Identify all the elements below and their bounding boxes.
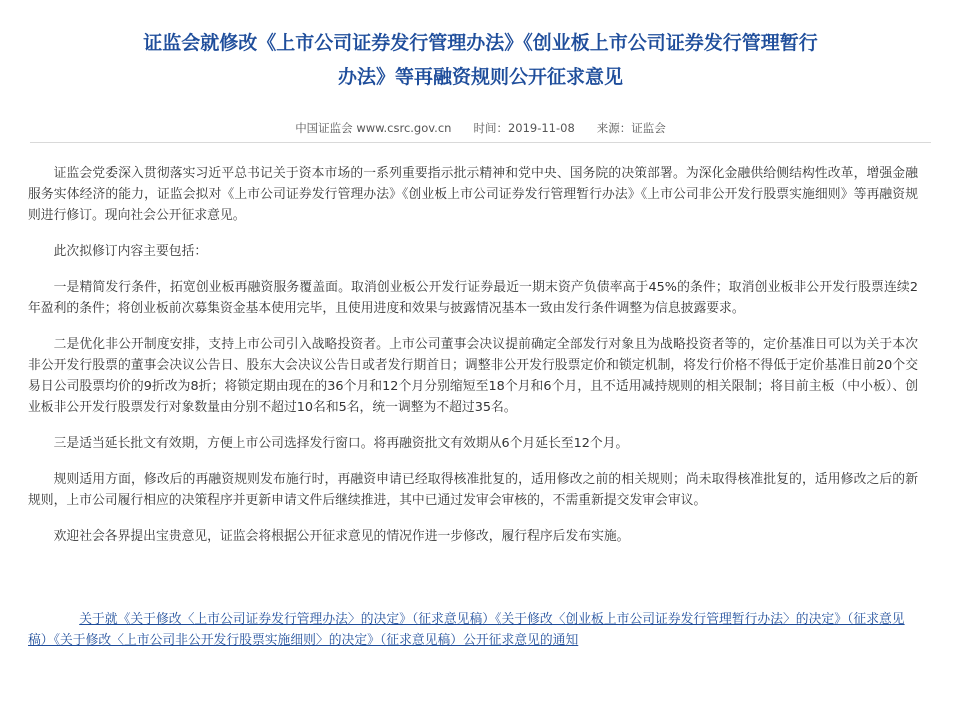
body-paragraph-1: 证监会党委深入贯彻落实习近平总书记关于资本市场的一系列重要指示批示精神和党中央、国务院的决策部署。为深化金融供给侧结构性改革，增强金融服务实体经济的能力，证监会拟对《上市公司证券发行管理办法》《创业板上市公司证券发行管理暂行办法》《上市公司非公开发行股票实施细则》等再融资规则进行修订。现向社会公开征求意见。 bbox=[28, 166, 918, 223]
article-title-line-1: 证监会就修改《上市公司证券发行管理办法》《创业板上市公司证券发行管理暂行 bbox=[143, 32, 818, 54]
body-paragraph-3: 一是精简发行条件，拓宽创业板再融资服务覆盖面。取消创业板公开发行证券最近一期末资产负债率高于45%的条件；取消创业板非公开发行股票连续2年盈利的条件；将创业板前次募集资金基本使用完毕，且使用进度和效果与披露情况基本一致由发行条件调整为信息披露要求。 bbox=[28, 280, 918, 316]
attachment-section bbox=[28, 609, 918, 651]
article-title-line-2: 办法》等再融资规则公开征求意见 bbox=[337, 66, 623, 88]
body-paragraph-7: 欢迎社会各界提出宝贵意见，证监会将根据公开征求意见的情况作进一步修改，履行程序后发布实施。 bbox=[53, 529, 630, 544]
publish-time: 时间：2019-11-08 bbox=[473, 121, 575, 135]
article-origin: 来源：证监会 bbox=[596, 121, 666, 135]
article-title bbox=[30, 26, 931, 94]
body-paragraph-5: 三是适当延长批文有效期，方便上市公司选择发行窗口。将再融资批文有效期从6个月延长至12个月。 bbox=[53, 436, 629, 451]
source-site: 中国证监会 www.csrc.gov.cn bbox=[295, 121, 452, 135]
body-paragraph-6: 规则适用方面，修改后的再融资规则发布施行时，再融资申请已经取得核准批复的，适用修改之前的相关规则；尚未取得核准批复的，适用修改之后的新规则，上市公司履行相应的决策程序并更新申请文件后继续推进，其中已通过发审会审核的，不需重新提交发审会审议。 bbox=[28, 472, 918, 508]
body-paragraph-4: 二是优化非公开制度安排，支持上市公司引入战略投资者。上市公司董事会决议提前确定全部发行对象且为战略投资者等的，定价基准日可以为关于本次非公开发行股票的董事会决议公告日、股东大会决议公告日或者发行期首日；调整非公开发行股票定价和锁定机制，将发行价格不得低于定价基准日前20个交易日公司股票均价的9折改为8折；将锁定期由现在的36个月和12个月分别缩短至18个月和6个月，且不适用减持规则的相关限制；将目前主板（中小板）、创业板非公开发行股票发行对象数量由分别不超过10名和5名，统一调整为不超过35名。 bbox=[28, 337, 918, 415]
meta-divider bbox=[30, 142, 931, 143]
article-meta bbox=[0, 119, 961, 137]
article-body bbox=[28, 163, 918, 562]
attachment-link[interactable]: 关于就《关于修改〈上市公司证券发行管理办法〉的决定》（征求意见稿）《关于修改〈创业板上市公司证券发行管理暂行办法〉的决定》（征求意见稿）《关于修改〈上市公司非公开发行股票实施细则〉的决定》（征求意见稿）公开征求意见的通知 bbox=[28, 612, 905, 648]
body-paragraph-2: 此次拟修订内容主要包括： bbox=[53, 244, 208, 259]
